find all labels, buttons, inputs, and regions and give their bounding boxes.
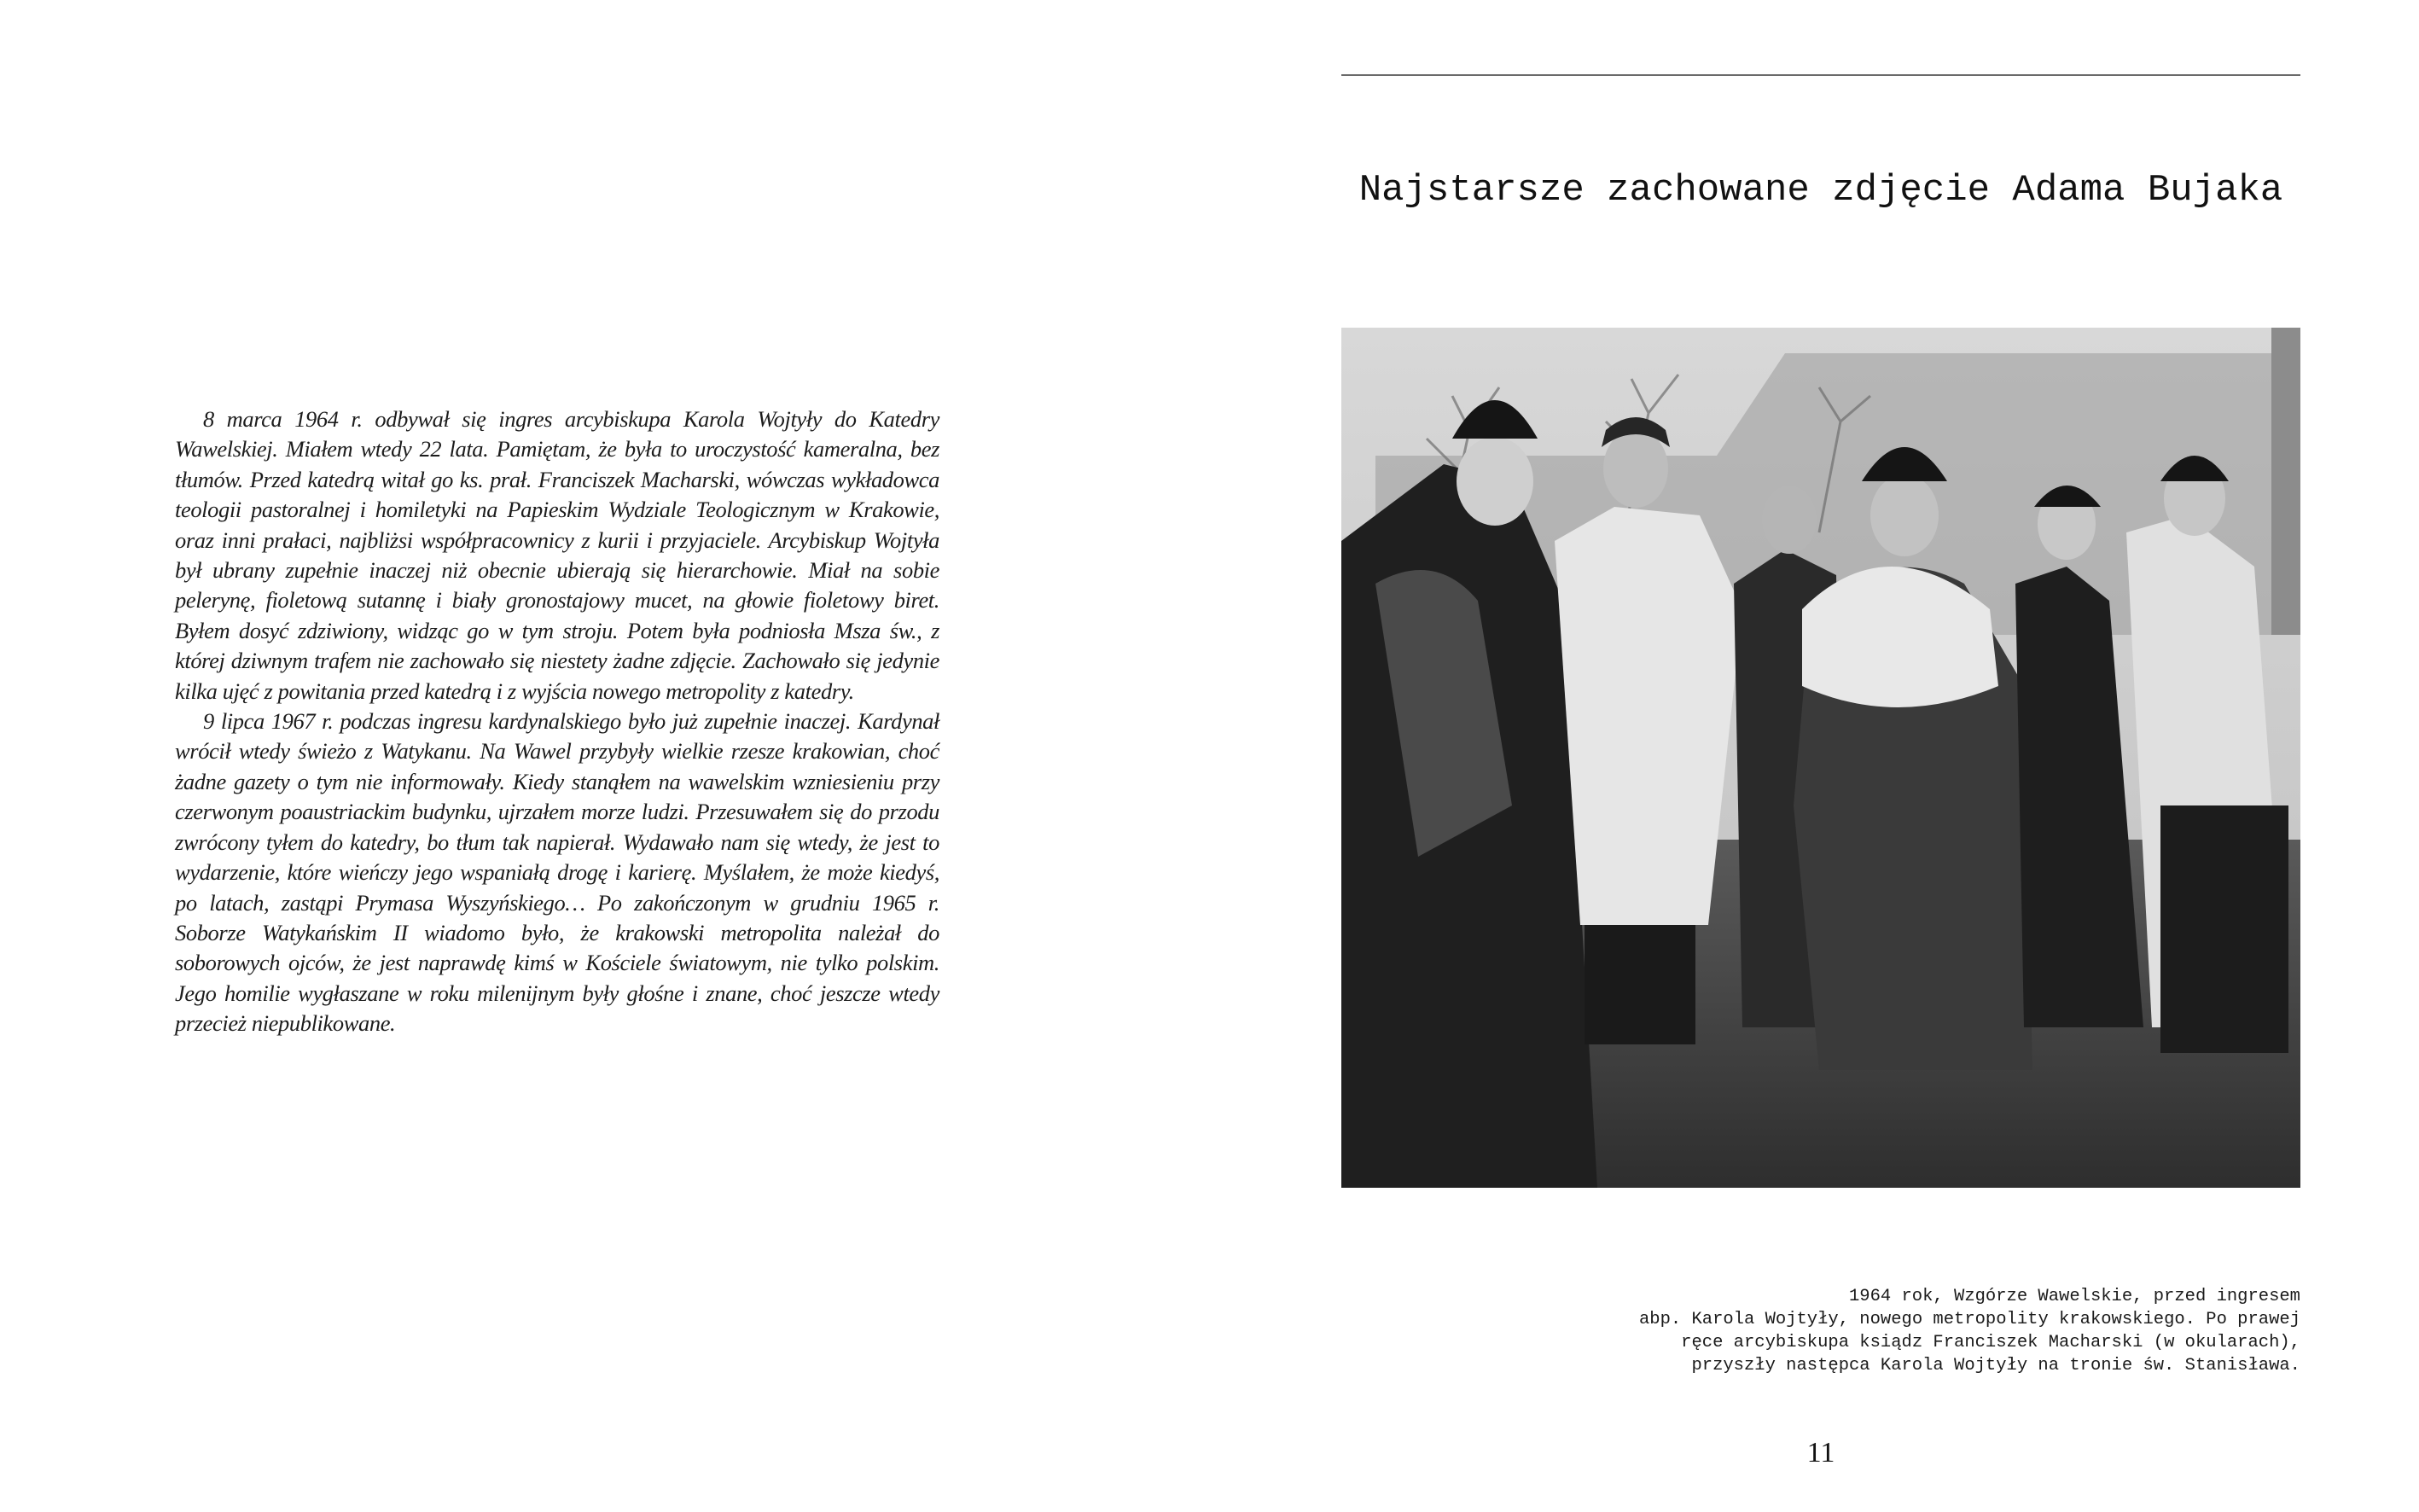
caption-line: ręce arcybiskupa ksiądz Franciszek Macharski (w okularach), — [1681, 1333, 2300, 1352]
page-number: 11 — [1806, 1437, 1835, 1468]
caption-line: abp. Karola Wojtyły, nowego metropolity krakowskiego. Po prawej — [1638, 1310, 2300, 1329]
left-page — [0, 0, 1209, 1512]
top-rule — [1341, 74, 2300, 76]
photo-illustration — [1341, 328, 2300, 1188]
caption-line: 1964 rok, Wzgórze Wawelskie, przed ingresem — [1849, 1287, 2300, 1306]
caption-line: przyszły następca Karola Wojtyły na tronie św. Stanisława. — [1691, 1356, 2300, 1375]
paragraph-1: 8 marca 1964 r. odbywał się ingres arcybiskupa Karola Wojtyły do Katedry Wawelskiej. Miałem wtedy 22 lata. Pamiętam, że była to uroczystość kameralna, bez tłumów. Przed katedrą witał go ks. prał. Franciszek Macharski, wówczas wykładowca teologii pastoralnej i homiletyki na Papieskim Wydziale Teologicznym w Krakowie, oraz inni prałaci, najbliżsi współpracownicy z kurii i przyjaciele. Arcybiskup Wojtyła był ubrany zupełnie inaczej niż obecnie ubierają się hierarchowie. Miał na sobie pelerynę, fioletową sutannę i biały gronostajowy mucet, na głowie fioletowy biret. Byłem dosyć zdziwiony, widząc go w tym stroju. Potem była podniosła Msza św., z której dziwnym trafem nie zachowało się niestety żadne zdjęcie. Zachowało się jedynie kilka ujęć z powitania przed katedrą i z wyjścia nowego metropolity z katedry. — [175, 406, 939, 704]
body-text — [175, 404, 939, 1039]
paragraph-2: 9 lipca 1967 r. podczas ingresu kardynalskiego było już zupełnie inaczej. Kardynał wrócił wtedy świeżo z Watykanu. Na Wawel przybyły wielkie rzesze krakowian, choć żadne gazety o tym nie informowały. Kiedy stanąłem na wawelskim wzniesieniu przy czerwonym poaustriackim budynku, ujrzałem morze ludzi. Przesuwałem się do przodu zwrócony tyłem do katedry, bo tłum tak napierał. Wydawało nam się wtedy, że jest to wydarzenie, które wieńczy jego wspaniałą drogę i karierę. Myślałem, że może kiedyś, po latach, zastąpi Prymasa Wyszyńskiego… Po zakończonym w grudniu 1965 r. Soborze Watykańskim II wiadomo było, że krakowski metropolita należał do soborowych ojców, że jest naprawdę kimś w Kościele światowym, nie tylko polskim. Jego homilie wygłaszane w roku milenijnym były głośne i znane, choć jeszcze wtedy przecież niepublikowane. — [175, 708, 939, 1037]
page-title: Najstarsze zachowane zdjęcie Adama Bujaka — [1358, 169, 2283, 212]
historical-photo — [1341, 328, 2300, 1188]
photo-caption — [1341, 1285, 2300, 1377]
right-page — [1209, 0, 2419, 1512]
